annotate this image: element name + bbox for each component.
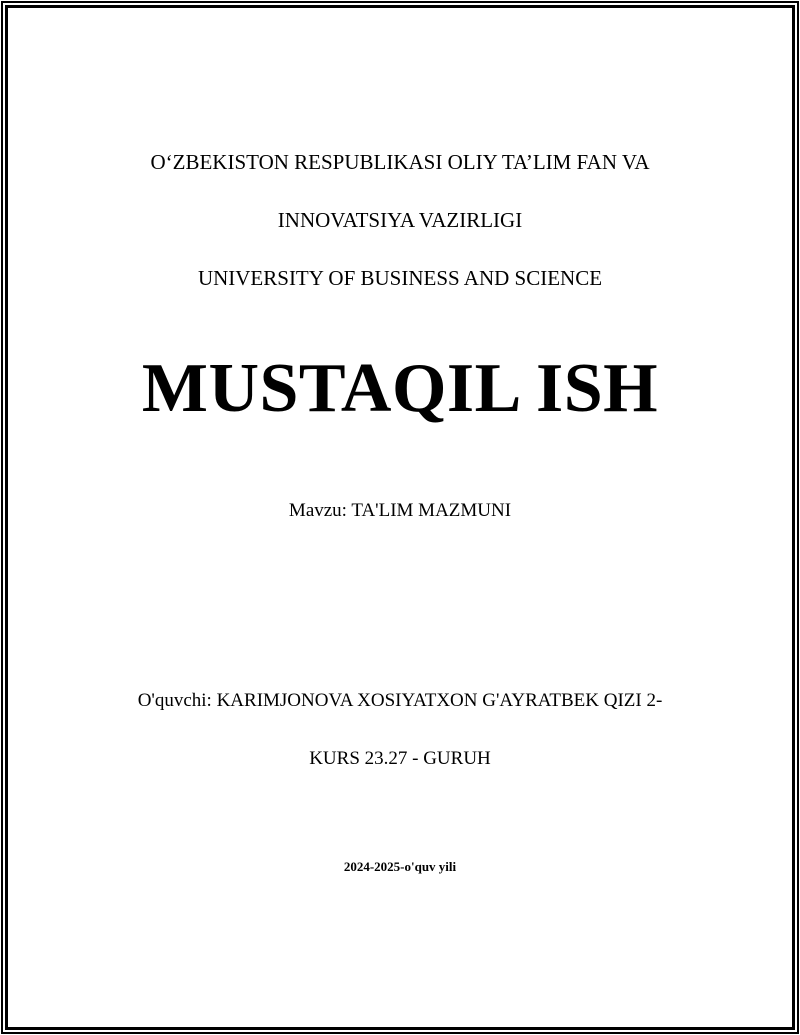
academic-year: 2024-2025-o'quv yili (343, 859, 457, 874)
ministry-line-2: INNOVATSIYA VAZIRLIGI (277, 208, 523, 232)
student-info (40, 657, 760, 802)
topic-line: Mavzu: TA'LIM MAZMUNI (288, 500, 512, 521)
student-line-1: O'quvchi: KARIMJONOVA XOSIYATXON G'AYRATBEK QIZI 2- (137, 690, 663, 711)
ministry-header (40, 119, 760, 322)
document-title: MUSTAQIL ISH (141, 350, 659, 427)
student-line-2: KURS 23.27 - GURUH (309, 748, 491, 769)
ministry-line-1: O‘ZBEKISTON RESPUBLIKASI OLIY TA’LIM FAN VA (150, 150, 650, 174)
university-name: UNIVERSITY OF BUSINESS AND SCIENCE (197, 266, 603, 290)
